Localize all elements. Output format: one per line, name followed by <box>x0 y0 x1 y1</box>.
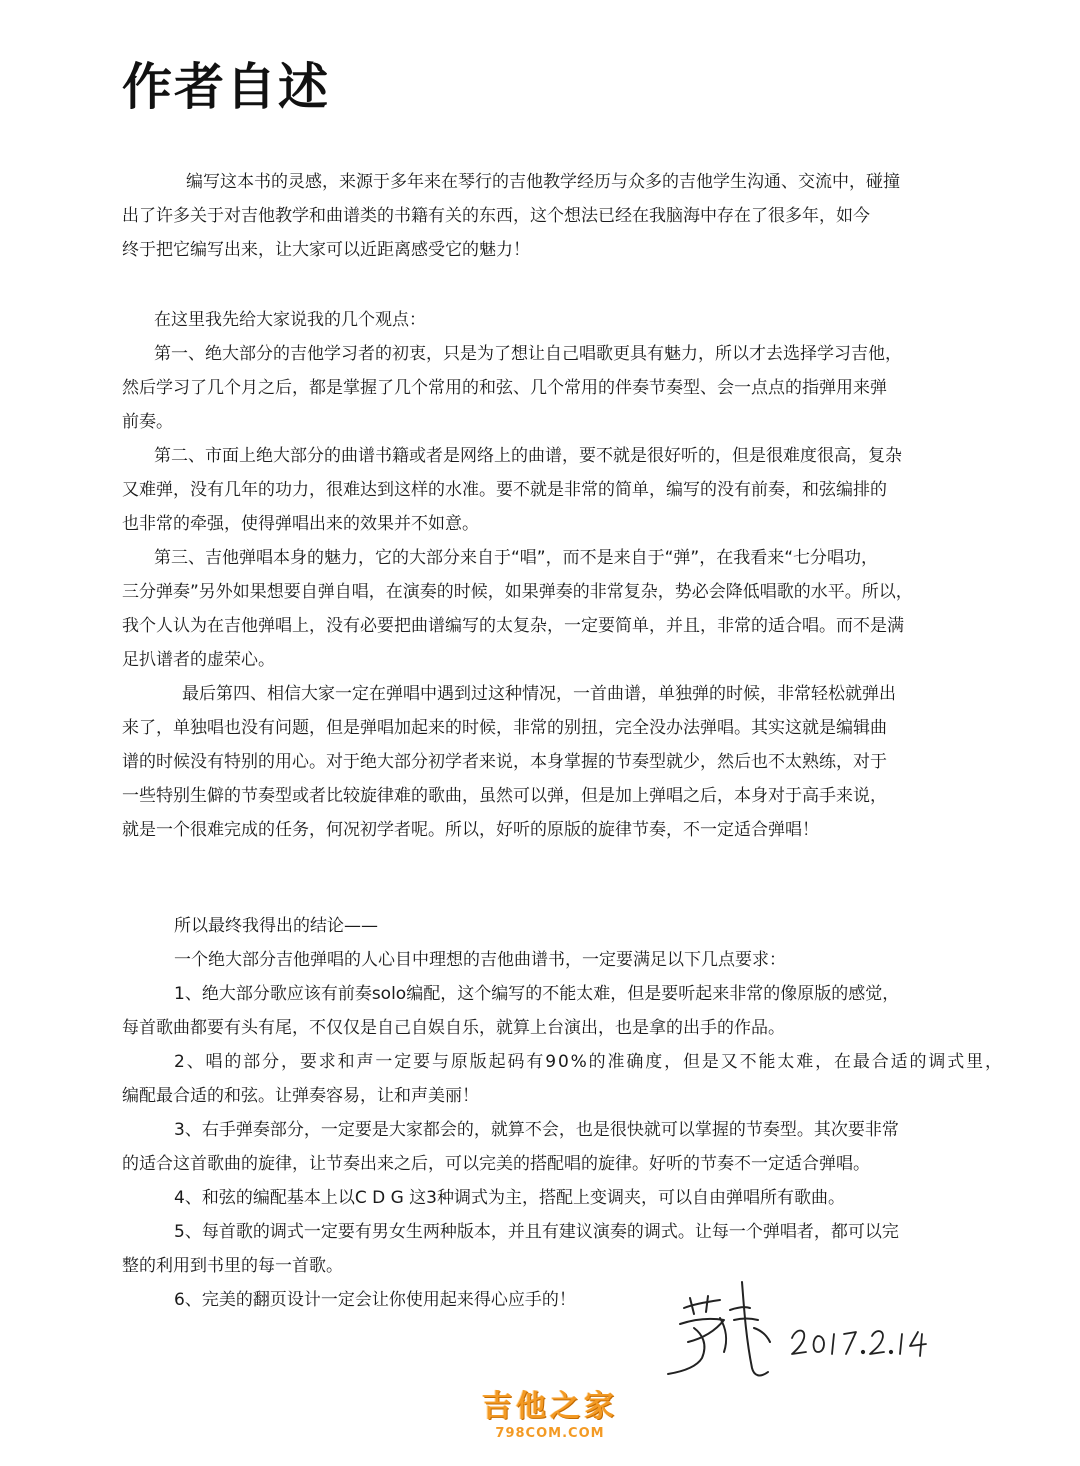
text-line: 3、右手弹奏部分，一定要是大家都会的，就算不会，也是很快就可以掌握的节奏型。其次要非常 <box>174 1120 899 1140</box>
intro-paragraph <box>122 172 1002 274</box>
text-line: 5、每首歌的调式一定要有男女生两种版本，并且有建议演奏的调式。让每一个弹唱者，都可以完 <box>174 1222 899 1242</box>
text-line: 我个人认为在吉他弹唱上，没有必要把曲谱编写的太复杂，一定要简单，并且，非常的适合唱。而不是满 <box>122 616 904 636</box>
text-line: 最后第四、相信大家一定在弹唱中遇到过这种情况，一首曲谱，单独弹的时候，非常轻松就弹出 <box>182 684 896 704</box>
text-line: 来了，单独唱也没有问题，但是弹唱加起来的时候，非常的别扭，完全没办法弹唱。其实这就是编辑曲 <box>122 718 887 738</box>
conclusion-section <box>122 916 1002 1324</box>
handwritten-signature <box>650 1268 790 1388</box>
text-line: 又难弹，没有几年的功力，很难达到这样的水准。要不就是非常的简单，编写的没有前奏，和弦编排的 <box>122 480 887 500</box>
text-line: 一个绝大部分吉他弹唱的人心目中理想的吉他曲谱书，一定要满足以下几点要求： <box>174 950 786 970</box>
text-line: 谱的时候没有特别的用心。对于绝大部分初学者来说，本身掌握的节奏型就少，然后也不太熟练，对于 <box>122 752 887 772</box>
watermark-logo <box>470 1389 630 1441</box>
text-line: 所以最终我得出的结论—— <box>174 916 378 936</box>
text-line: 每首歌曲都要有头有尾，不仅仅是自己自娱自乐，就算上台演出，也是拿的出手的作品。 <box>122 1018 785 1038</box>
text-line: 出了许多关于对吉他教学和曲谱类的书籍有关的东西，这个想法已经在我脑海中存在了很多年，如今 <box>122 206 870 226</box>
text-line: 第三、吉他弹唱本身的魅力，它的大部分来自于“唱”，而不是来自于“弹”，在我看来“七分唱功， <box>154 548 879 568</box>
text-line: 足扒谱者的虚荣心。 <box>122 650 275 670</box>
text-line: 就是一个很难完成的任务，何况初学者呢。所以，好听的原版的旋律节奏，不一定适合弹唱！ <box>122 820 819 840</box>
watermark-site: 798COM.COM <box>495 1426 605 1441</box>
text-line: 编写这本书的灵感，来源于多年来在琴行的吉他教学经历与众多的吉他学生沟通、交流中，碰撞 <box>186 172 900 192</box>
text-line: 也非常的牵强，使得弹唱出来的效果并不如意。 <box>122 514 479 534</box>
text-line: 三分弹奏”另外如果想要自弹自唱，在演奏的时候，如果弹奏的非常复杂，势必会降低唱歌的水平。所以， <box>122 582 913 602</box>
text-line: 4、和弦的编配基本上以C D G 这3种调式为主，搭配上变调夹，可以自由弹唱所有歌曲。 <box>174 1188 845 1208</box>
text-line: 1、绝大部分歌应该有前奏solo编配，这个编写的不能太难，但是要听起来非常的像原版的感觉， <box>174 984 900 1004</box>
text-line: 终于把它编写出来，让大家可以近距离感受它的魅力！ <box>122 240 530 260</box>
text-line: 第二、市面上绝大部分的曲谱书籍或者是网络上的曲谱，要不就是很好听的，但是很难度很高，复杂 <box>154 446 902 466</box>
text-line: 的适合这首歌曲的旋律，让节奏出来之后，可以完美的搭配唱的旋律。好听的节奏不一定适合弹唱。 <box>122 1154 870 1174</box>
text-line: 2、唱的部分，要求和声一定要与原版起码有90%的准确度，但是又不能太难，在最合适的调式里， <box>174 1052 1004 1072</box>
views-section <box>122 310 1002 854</box>
text-line: 编配最合适的和弦。让弹奏容易，让和声美丽！ <box>122 1086 479 1106</box>
text-line: 然后学习了几个月之后，都是掌握了几个常用的和弦、几个常用的伴奏节奏型、会一点点的指弹用来弹 <box>122 378 887 398</box>
text-line: 前奏。 <box>122 412 173 432</box>
text-line: 第一、绝大部分的吉他学习者的初衷，只是为了想让自己唱歌更具有魅力，所以才去选择学习吉他， <box>154 344 902 364</box>
text-line: 一些特别生僻的节奏型或者比较旋律难的歌曲，虽然可以弹，但是加上弹唱之后，本身对于高手来说， <box>122 786 887 806</box>
text-line: 6、完美的翻页设计一定会让你使用起来得心应手的！ <box>174 1290 576 1310</box>
watermark-name: 吉他之家 <box>482 1389 618 1424</box>
text-line: 在这里我先给大家说我的几个观点： <box>154 310 426 330</box>
text-line: 整的利用到书里的每一首歌。 <box>122 1256 343 1276</box>
page-title: 作者自述 <box>122 58 330 116</box>
handwritten-date <box>788 1320 938 1360</box>
